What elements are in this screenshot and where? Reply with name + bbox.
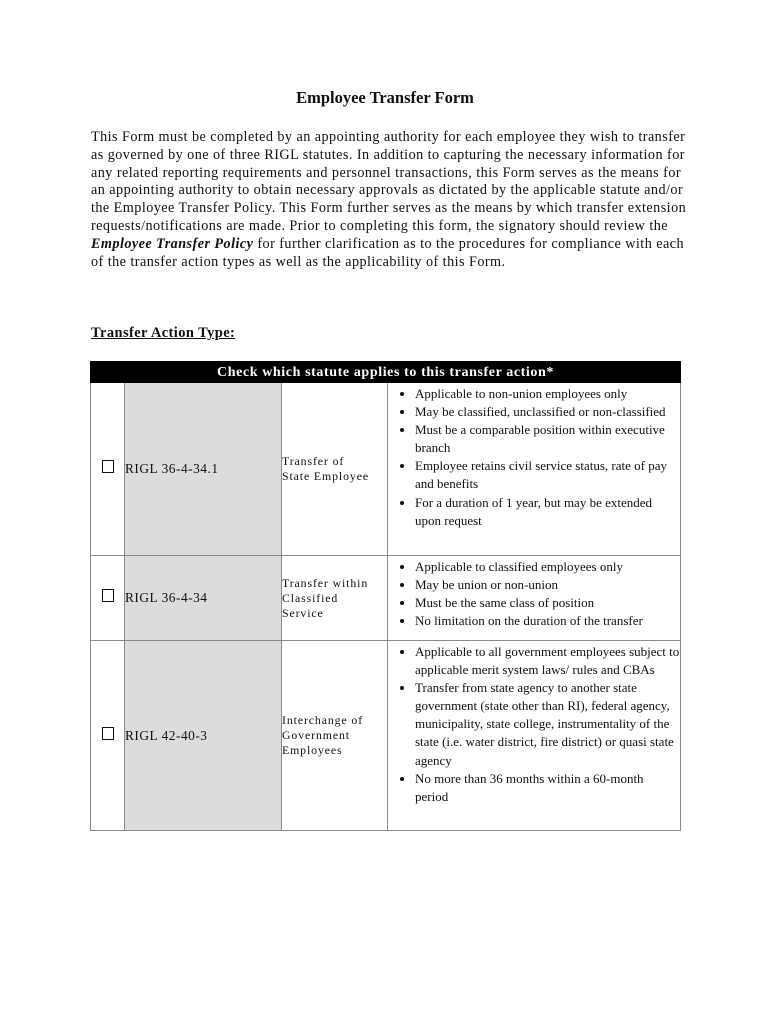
table-header: Check which statute applies to this transfer action*: [91, 362, 681, 383]
checkbox-cell: [91, 556, 125, 641]
criteria-item: • Applicable to non-union employees only: [415, 385, 680, 403]
intro-text-part-2: for further clarification as to the procedures for compliance with each of the transfer action types as well as the applicability of this Form.: [91, 235, 685, 270]
transfer-type-line: Interchange of: [282, 713, 364, 727]
criteria-item: • May be classified, unclassified or non-classified: [415, 403, 680, 421]
statute-cell: RIGL 42-40-3: [125, 641, 282, 831]
transfer-type-line: Employees: [282, 743, 343, 757]
criteria-item: • No limitation on the duration of the transfer: [415, 612, 680, 630]
statute-checkbox-42-40-3[interactable]: [102, 727, 114, 740]
transfer-type-cell: [282, 556, 388, 641]
page-title: Employee Transfer Form: [296, 88, 474, 107]
criteria-cell: [388, 383, 681, 556]
criteria-cell: [388, 641, 681, 831]
transfer-type-cell: [282, 383, 388, 556]
statute-checkbox-36-4-34[interactable]: [102, 589, 114, 602]
statute-checkbox-36-4-34-1[interactable]: [102, 460, 114, 473]
transfer-type-line: Service: [282, 605, 324, 620]
statute-cell: RIGL 36-4-34: [125, 556, 282, 641]
criteria-item: • Applicable to classified employees only: [415, 558, 680, 576]
policy-name: Employee Transfer Policy: [91, 235, 254, 252]
section-heading: Transfer Action Type:: [91, 325, 236, 341]
table-row: [91, 556, 681, 641]
checkbox-cell: [91, 641, 125, 831]
transfer-type-line: Classified: [282, 590, 339, 605]
table-row: [91, 641, 681, 831]
criteria-item: • No more than 36 months within a 60-month period: [415, 770, 680, 806]
transfer-type-line: Transfer of: [282, 454, 345, 468]
intro-paragraph: [91, 129, 691, 271]
transfer-type-line: State Employee: [282, 469, 369, 483]
table-row: [91, 383, 681, 556]
transfer-type-cell: [282, 641, 388, 831]
criteria-item: • Transfer from state agency to another state government (state other than RI), federal agency, municipality, state college, instrumentality of the state (i.e. water district, fire district) or quasi state agency: [415, 679, 680, 769]
checkbox-cell: [91, 383, 125, 556]
criteria-item: • Must be a comparable position within executive branch: [415, 421, 680, 457]
transfer-action-table: [90, 361, 681, 831]
criteria-item: • Employee retains civil service status, rate of pay and benefits: [415, 457, 680, 493]
criteria-item: • For a duration of 1 year, but may be extended upon request: [415, 494, 680, 530]
transfer-type-line: Government: [282, 728, 350, 742]
statute-cell: RIGL 36-4-34.1: [125, 383, 282, 556]
criteria-list: [388, 643, 680, 806]
criteria-list: [388, 558, 680, 630]
transfer-type-line: Transfer within: [282, 575, 369, 590]
criteria-cell: [388, 556, 681, 641]
criteria-item: • Must be the same class of position: [415, 594, 680, 612]
criteria-item: • Applicable to all government employees subject to applicable merit system laws/ rules and CBAs: [415, 643, 680, 679]
criteria-item: • May be union or non-union: [415, 576, 680, 594]
criteria-list: [388, 385, 680, 530]
intro-text-part-1: This Form must be completed by an appointing authority for each employee they wish to transfer as governed by one of three RIGL statutes. In addition to capturing the necessary information for any related reporting requirements and personnel transactions, this Form serves as the means for an appointing authority to obtain necessary approvals as dictated by the applicable statute and/or the Employee Transfer Policy. This Form further serves as the means by which transfer extension requests/notifications are made. Prior to completing this form, the signatory should review the: [91, 129, 687, 234]
